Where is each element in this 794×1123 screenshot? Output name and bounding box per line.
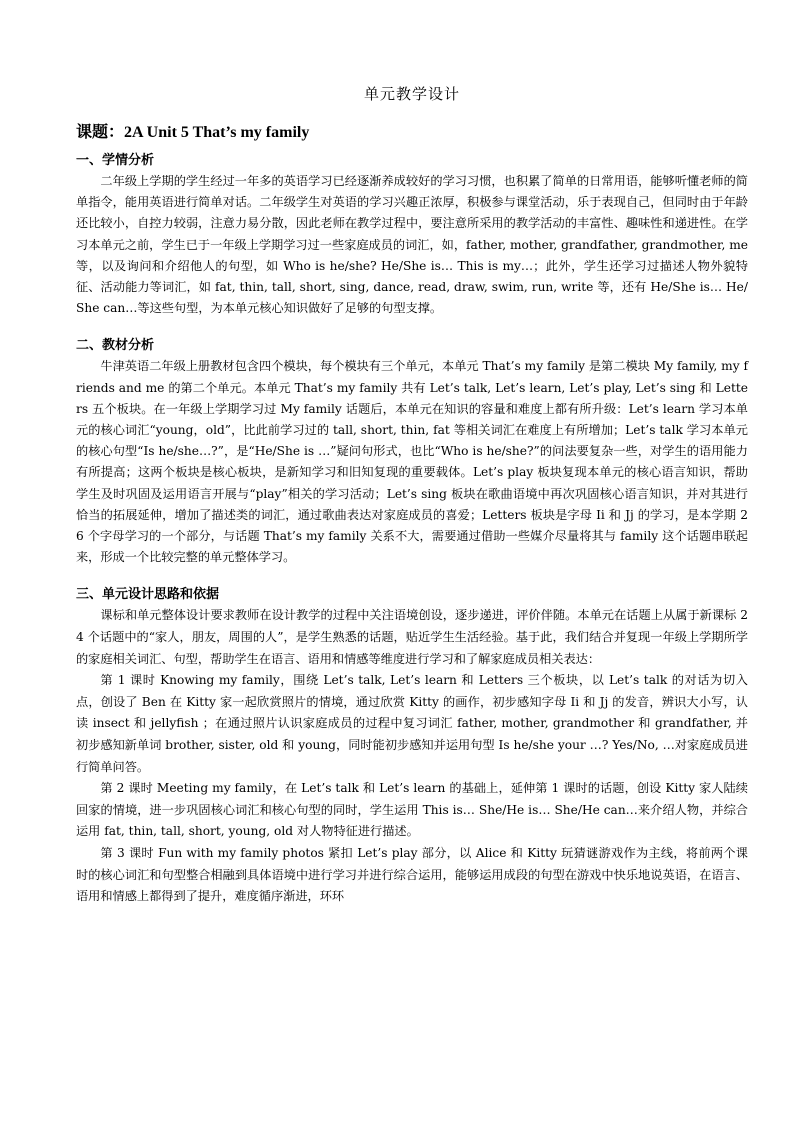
document-title: 单元教学设计	[363, 85, 460, 103]
section-learner-analysis	[76, 150, 748, 319]
paragraph-lesson-3: 第 3 课时 Fun with my family photos 紧扣 Let’s play 部分，以 Alice 和 Kitty 玩猜谜游戏作为主线，将前两个课时的核心词汇和句型整合相融到具体语境中进行学习并进行综合运用，能够运用成段的句型在游戏中快乐地说英语，在语言、语用和情感上都得到了提升，难度循序渐进，环环	[76, 845, 748, 904]
document-page	[76, 84, 748, 924]
section-textbook-analysis	[76, 335, 748, 568]
section-heading: 三、单元设计思路和依据	[76, 587, 220, 603]
paragraph-lesson-1: 第 1 课时 Knowing my family，围绕 Let’s talk, Let’s learn 和 Letters 三个板块，以 Let’s talk 的对话为切入点，创设了 Ben 在 Kitty 家一起欣赏照片的情境，通过欣赏 Kitty 的画作，初步感知字母 Ii 和 Jj 的发音，辨识大小写，认读 insect 和 jellyfish ；在通过照片认识家庭成员的过程中复习词汇 father, mother, grandmother 和 grandfather, 并初步感知新单词 brother, sister, old 和 young，同时能初步感知并运用句型 Is he/she your …? Yes/No, …对家庭成员进行简单问答。	[76, 673, 748, 774]
paragraph-lesson-2: 第 2 课时 Meeting my family，在 Let’s talk 和 Let’s learn 的基础上，延伸第 1 课时的话题，创设 Kitty 家人陆续回家的情境，进一步巩固核心词汇和核心句型的同时，学生运用 This is… She/He is… She/He can…来介绍人物，并综合运用 fat, thin, tall, short, young, old 对人物特征进行描述。	[76, 781, 748, 839]
paragraph: 课标和单元整体设计要求教师在设计教学的过程中关注语境创设，逐步递进，评价伴随。本单元在话题上从属于新课标 24 个话题中的“家人，朋友，周围的人”，是学生熟悉的话题，贴近学生生活经验。基于此，我们结合并复现一年级上学期所学的家庭相关词汇、句型，帮助学生在语言、语用和情感等维度进行学习和了解家庭成员相关表达：	[76, 608, 748, 666]
paragraph: 牛津英语二年级上册教材包含四个模块，每个模块有三个单元，本单元 That’s my family 是第二模块 My family, my friends and me 的第二个单元。本单元 That’s my family 共有 Let’s talk, Let’s learn, Let’s play, Let’s sing 和 Letters 五个板块。在一年级上学期学习过 My family 话题后，本单元在知识的容量和难度上都有所升级：Let’s learn 学习本单元的核心词汇“young，old”，比此前学习过的 tall, short, thin, fat 等相关词汇在难度上有所增加；Let’s talk 学习本单元的核心句型“Is he/she…?”，是“He/She is …”疑问句形式，也比“Who is he/she?”的问法要复杂一些，对学生的语用能力有所提高；这两个板块是核心板块，是新知学习和旧知复现的重要载体。Let’s play 板块复现本单元的核心语言知识，帮助学生及时巩固及运用语言开展与“play”相关的学习活动；Let’s sing 板块在歌曲语境中再次巩固核心语言知识，并对其进行恰当的拓展延伸，增加了描述类的词汇，通过歌曲表达对家庭成员的喜爱；Letters 板块是字母 Ii 和 Jj 的学习，是本学期 26 个字母学习的一个部分，与话题 That’s my family 关系不大，需要通过借助一些媒介尽量将其与 family 这个话题串联起来，形成一个比较完整的单元整体学习。	[76, 359, 748, 565]
section-heading: 二、教材分析	[76, 338, 155, 354]
section-design-rationale	[76, 584, 748, 907]
paragraph: 二年级上学期的学生经过一年多的英语学习已经逐渐养成较好的学习习惯，也积累了简单的日常用语，能够听懂老师的简单指令，能用英语进行简单对话。二年级学生对英语的学习兴趣正浓厚，积极参与课堂活动，乐于表现自己，但同时由于年龄还比较小，自控力较弱，注意力易分散，因此老师在教学过程中，要注意所采用的教学活动的丰富性、趣味性和递进性。在学习本单元之前，学生已于一年级上学期学习过一些家庭成员的词汇，如，father, mother, grandfather, grandmother, me 等，以及询问和介绍他人的句型，如 Who is he/she? He/She is… This is my…；此外，学生还学习过描述人物外貌特征、活动能力等词汇，如 fat, thin, tall, short, sing, dance, read, draw, swim, run, write 等，还有 He/She is… He/She can…等这些句型，为本单元核心知识做好了足够的句型支撑。	[76, 174, 748, 316]
lesson-topic: 课题：2A Unit 5 That’s my family	[76, 124, 310, 141]
section-heading: 一、学情分析	[76, 153, 155, 168]
